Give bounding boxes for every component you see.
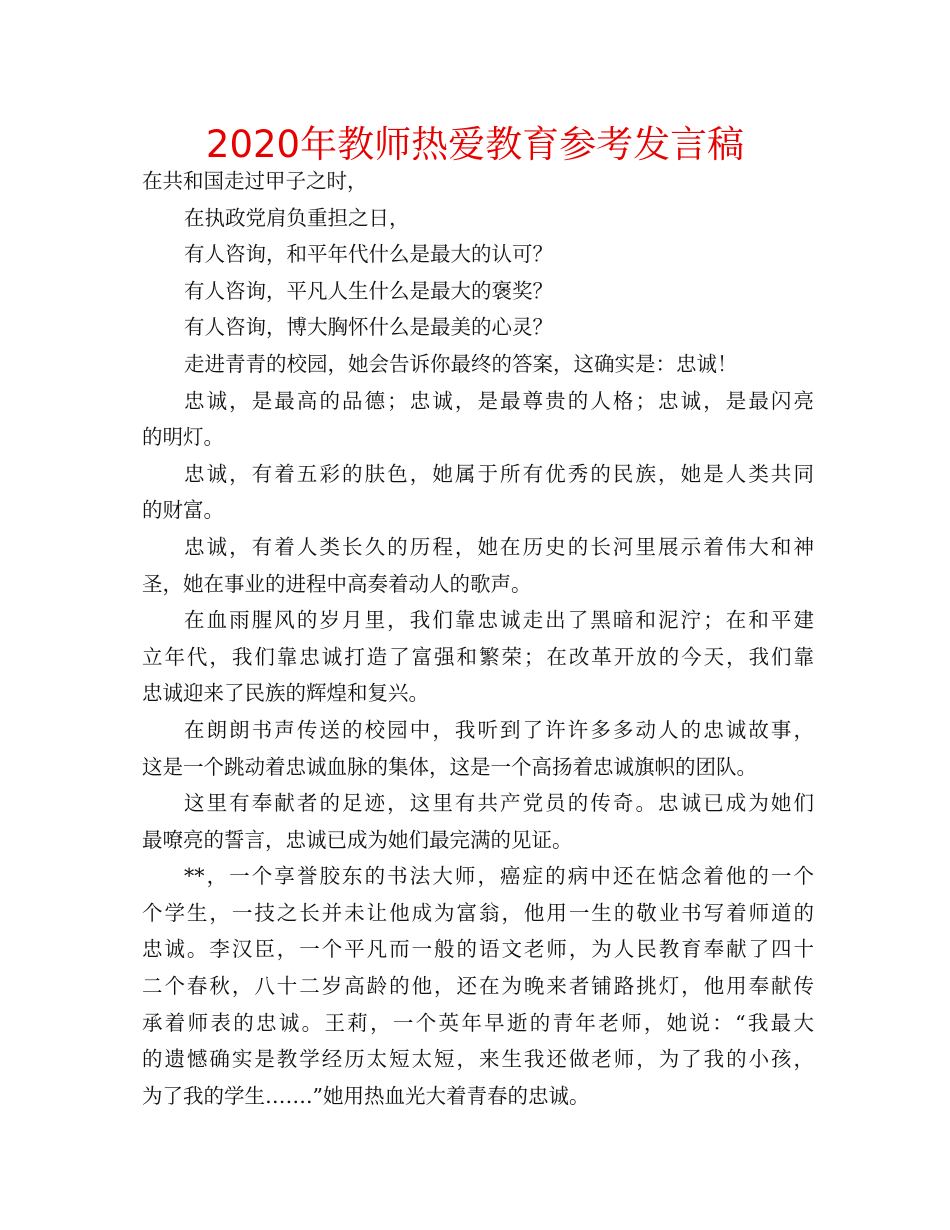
text-line: 忠诚。李汉臣，一个平凡而一般的语文老师，为人民教育奉献了四十	[142, 937, 814, 962]
text-line: 为了我的学生…….”她用热血光大着青春的忠诚。	[142, 1083, 590, 1108]
text-line: 在共和国走过甲子之时，	[142, 169, 368, 193]
text-line: 忠诚，是最高的品德；忠诚，是最尊贵的人格；忠诚，是最闪亮	[184, 388, 814, 413]
document-body	[142, 163, 814, 1114]
text-line: 的明灯。	[142, 425, 224, 450]
text-line: 走进青青的校园，她会告诉你最终的答案，这确实是：忠诚！	[184, 351, 738, 376]
text-line: **，一个享誉胶东的书法大师，癌症的病中还在惦念着他的一个	[184, 864, 814, 889]
text-line: 圣，她在事业的进程中高奏着动人的歌声。	[142, 571, 532, 596]
text-line: 在朗朗书声传送的校园中，我听到了许许多多动人的忠诚故事，	[184, 717, 814, 742]
text-line: 有人咨询，博大胸怀什么是最美的心灵？	[184, 315, 553, 340]
text-line: 忠诚，有着五彩的肤色，她属于所有优秀的民族，她是人类共同	[184, 461, 814, 486]
text-line: 个学生，一技之长并未让他成为富翁，他用一生的敬业书写着师道的	[142, 900, 814, 925]
text-line: 承着师表的忠诚。王莉，一个英年早逝的青年老师，她说：“我最大	[142, 1010, 814, 1035]
text-line: 忠诚迎来了民族的辉煌和复兴。	[142, 681, 429, 706]
text-line: 有人咨询，平凡人生什么是最大的褒奖？	[184, 278, 553, 303]
text-line: 有人咨询，和平年代什么是最大的认可？	[184, 242, 553, 267]
text-line: 在执政党肩负重担之日，	[184, 205, 410, 230]
text-line: 立年代，我们靠忠诚打造了富强和繁荣；在改革开放的今天，我们靠	[142, 644, 814, 669]
text-line: 二个春秋，八十二岁高龄的他，还在为晚来者铺路挑灯，他用奉献传	[142, 974, 814, 999]
text-line: 的遗憾确实是教学经历太短太短，来生我还做老师，为了我的小孩，	[142, 1047, 814, 1072]
text-line: 这里有奉献者的足迹，这里有共产党员的传奇。忠诚已成为她们	[184, 791, 814, 816]
document-title: 2020年教师热爱教育参考发言稿	[205, 123, 745, 166]
text-line: 这是一个跳动着忠诚血脉的集体，这是一个高扬着忠诚旗帜的团队。	[142, 754, 757, 779]
text-line: 在血雨腥风的岁月里，我们靠忠诚走出了黑暗和泥泞；在和平建	[184, 608, 814, 633]
text-line: 忠诚，有着人类长久的历程，她在历史的长河里展示着伟大和神	[184, 534, 814, 559]
text-line: 的财富。	[142, 498, 224, 523]
text-line: 最嘹亮的誓言，忠诚已成为她们最完满的见证。	[142, 827, 573, 852]
